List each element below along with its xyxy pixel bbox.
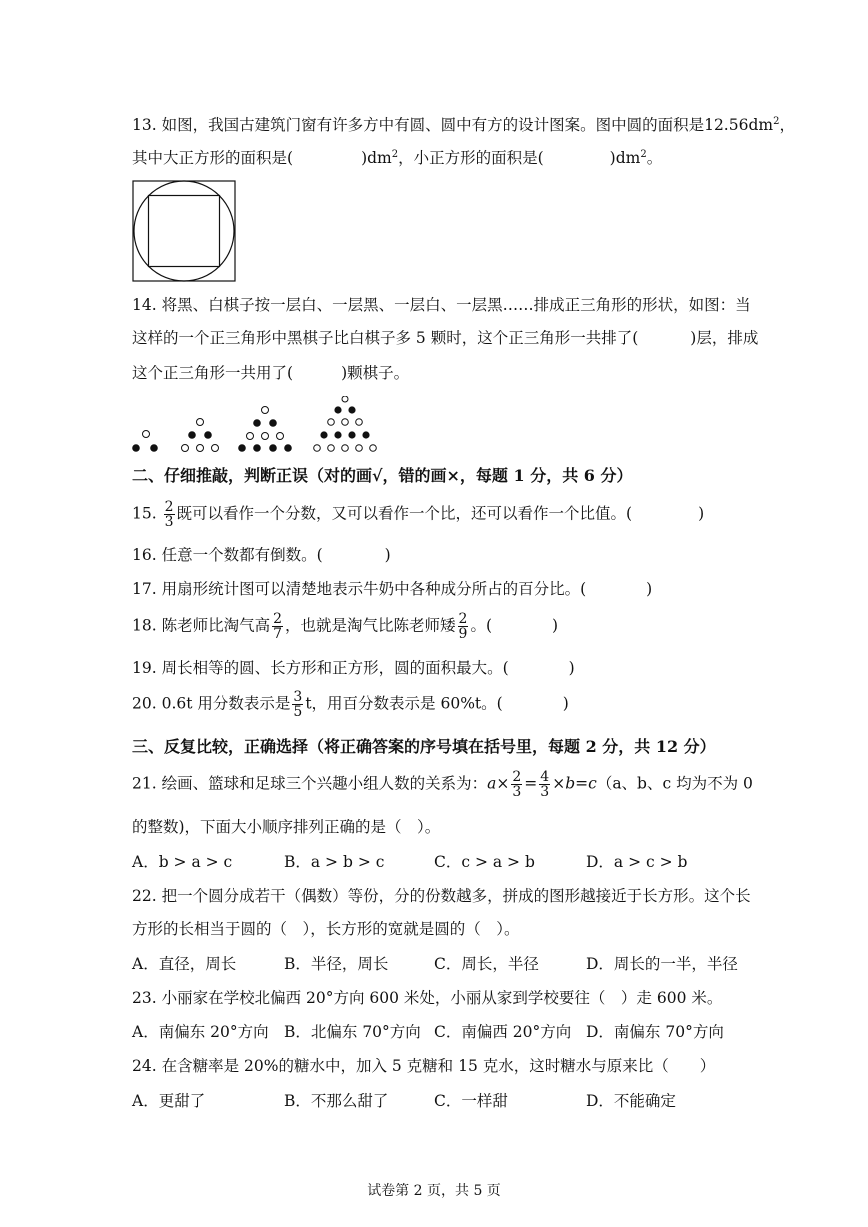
q23-line1: 23. 小丽家在学校北偏西 20°方向 600 米处，小丽从家到学校要往（ ）走 600 米。 xyxy=(132,989,723,1007)
q21-f1-num: 2 xyxy=(512,769,522,785)
q24-option-a[interactable]: A．更甜了 xyxy=(132,1092,206,1110)
q21-option-d[interactable]: D．a > c > b xyxy=(586,853,688,871)
q13-sup: 2 xyxy=(773,115,780,127)
q15-frac-num: 2 xyxy=(164,499,174,515)
q20-fraction xyxy=(292,690,303,719)
q23-option-b[interactable]: B．北偏东 70°方向 xyxy=(284,1023,421,1041)
q21-text-b: （a、b、c 均为不为 0 xyxy=(596,774,753,793)
q14-text-a: 这样的一个正三角形中黑棋子比白棋子多 5 颗时，这个正三角形一共排了( xyxy=(132,329,639,347)
q20 xyxy=(132,690,569,719)
q13-text-a: 其中大正方形的面积是( xyxy=(132,149,294,167)
q21-times: × xyxy=(496,774,510,793)
q23-option-c[interactable]: C．南偏西 20°方向 xyxy=(434,1023,572,1041)
q19-text: 19. 周长相等的圆、长方形和正方形，圆的面积最大。( xyxy=(132,659,509,677)
q20-f-den: 5 xyxy=(293,704,303,720)
q21-f1-den: 3 xyxy=(512,784,522,800)
q13-text-c: ，小正方形的面积是( xyxy=(398,149,544,167)
q20-text-b: t，用百分数表示是 60%t。( xyxy=(305,694,503,713)
q14-text-c: 这个正三角形一共用了( xyxy=(132,364,294,382)
q13-text-d: )dm xyxy=(609,149,641,167)
q18-f1-num: 2 xyxy=(273,611,282,627)
q23-option-a[interactable]: A．南偏东 20°方向 xyxy=(132,1023,269,1041)
q24-line1: 24. 在含糖率是 20%的糖水中，加入 5 克糖和 15 克水，这时糖水与原来比（ ） xyxy=(132,1057,716,1075)
q19 xyxy=(132,661,575,677)
q20-close: ) xyxy=(562,694,569,713)
q20-f-num: 3 xyxy=(293,689,303,705)
q22-line1: 22. 把一个圆分成若干（偶数）等份，分的份数越多，拼成的图形越接近于长方形。这个长 xyxy=(132,887,751,905)
q19-close: ) xyxy=(568,659,575,677)
section2-heading: 二、仔细推敲，判断正误（对的画√，错的画×，每题 1 分，共 6 分） xyxy=(132,466,633,485)
q13-text-b: )dm xyxy=(361,149,392,167)
q21-option-c[interactable]: C．c > a > b xyxy=(434,853,535,871)
q22-option-b[interactable]: B．半径，周长 xyxy=(284,955,389,973)
q21-fraction-1 xyxy=(511,770,522,799)
q16 xyxy=(132,548,391,564)
q18 xyxy=(132,612,558,641)
q13-sup-b: 2 xyxy=(391,148,399,160)
q22-option-c[interactable]: C．周长，半径 xyxy=(434,955,539,973)
q13-sup-d: 2 xyxy=(640,148,647,160)
q17-text: 17. 用扇形统计图可以清楚地表示牛奶中各种成分所占的百分比。( xyxy=(132,580,587,598)
q15-text: 既可以看作一个分数，又可以看作一个比，还可以看作一个比值。( xyxy=(176,504,633,523)
q13-text: 13. 如图，我国古建筑门窗有许多方中有圆、圆中有方的设计图案。图中圆的面积是12.56dm xyxy=(132,116,774,134)
q24-option-b[interactable]: B．不那么甜了 xyxy=(284,1092,389,1110)
q21-var-a: a xyxy=(487,774,497,793)
q24-option-d[interactable]: D．不能确定 xyxy=(586,1092,676,1110)
q15-frac-den: 3 xyxy=(164,514,174,530)
q18-close: ) xyxy=(552,616,559,635)
q13-line2 xyxy=(132,148,663,167)
q13-text-e: 。 xyxy=(646,149,663,167)
q14-chess-triangle-figure xyxy=(128,396,388,458)
q22-line2: 方形的长相当于圆的（ ），长方形的宽就是圆的（ ）。 xyxy=(132,920,520,938)
q18-f2-den: 9 xyxy=(458,626,468,642)
q21-fraction-2 xyxy=(539,770,550,799)
q14-text-d: )颗棋子。 xyxy=(341,364,410,382)
q13-text-end: ， xyxy=(779,116,795,134)
q18-f1-den: 7 xyxy=(273,626,282,642)
q16-close: ) xyxy=(384,546,391,564)
q15-num: 15. xyxy=(132,504,157,523)
q21-option-a[interactable]: A．b > a > c xyxy=(132,853,233,871)
q22-option-a[interactable]: A．直径，周长 xyxy=(132,955,237,973)
q21-line2: 的整数)，下面大小顺序排列正确的是（ ）。 xyxy=(132,818,441,836)
q14-line2 xyxy=(132,331,758,347)
q21-option-b[interactable]: B．a > b > c xyxy=(284,853,385,871)
q15 xyxy=(132,500,704,529)
q21-f2-den: 3 xyxy=(540,784,550,800)
q17-close: ) xyxy=(646,580,653,598)
q21-times-2: × xyxy=(552,774,566,793)
q17 xyxy=(132,582,652,598)
q14-line3 xyxy=(132,366,409,382)
q14-text-b: )层，排成 xyxy=(690,329,759,347)
q24-option-c[interactable]: C．一样甜 xyxy=(434,1092,508,1110)
q20-text-a: 20. 0.6t 用分数表示是 xyxy=(132,694,291,713)
section3-heading: 三、反复比较，正确选择（将正确答案的序号填在括号里，每题 2 分，共 12 分） xyxy=(132,737,716,756)
q18-text-a: 18. 陈老师比淘气高 xyxy=(132,616,271,635)
q15-fraction xyxy=(164,500,175,529)
q15-close: ) xyxy=(698,504,705,523)
q16-text: 16. 任意一个数都有倒数。( xyxy=(132,546,323,564)
q14-line1: 14. 将黑、白棋子按一层白、一层黑、一层白、一层黑……排成正三角形的形状，如图：当 xyxy=(132,296,751,314)
q21-line1 xyxy=(132,770,753,799)
q13-square-circle-figure xyxy=(132,180,236,282)
q18-fraction-2 xyxy=(458,612,469,641)
q13-line1 xyxy=(132,115,795,134)
q22-option-d[interactable]: D．周长的一半，半径 xyxy=(586,955,738,973)
q23-option-d[interactable]: D．南偏东 70°方向 xyxy=(586,1023,724,1041)
q21-eq-2: = xyxy=(575,774,589,793)
q21-text-a: 21. 绘画、篮球和足球三个兴趣小组人数的关系为： xyxy=(132,774,488,793)
q18-text-b: ，也就是淘气比陈老师矮 xyxy=(285,616,456,635)
q21-f2-num: 4 xyxy=(540,769,550,785)
q18-text-c: 。( xyxy=(470,616,492,635)
q21-var-b: b xyxy=(565,774,576,793)
q18-fraction-1 xyxy=(272,612,283,641)
q18-f2-num: 2 xyxy=(458,611,468,627)
q21-eq: = xyxy=(524,774,538,793)
page-footer: 试卷第 2 页，共 5 页 xyxy=(367,1183,501,1199)
q21-var-c: c xyxy=(588,774,597,793)
